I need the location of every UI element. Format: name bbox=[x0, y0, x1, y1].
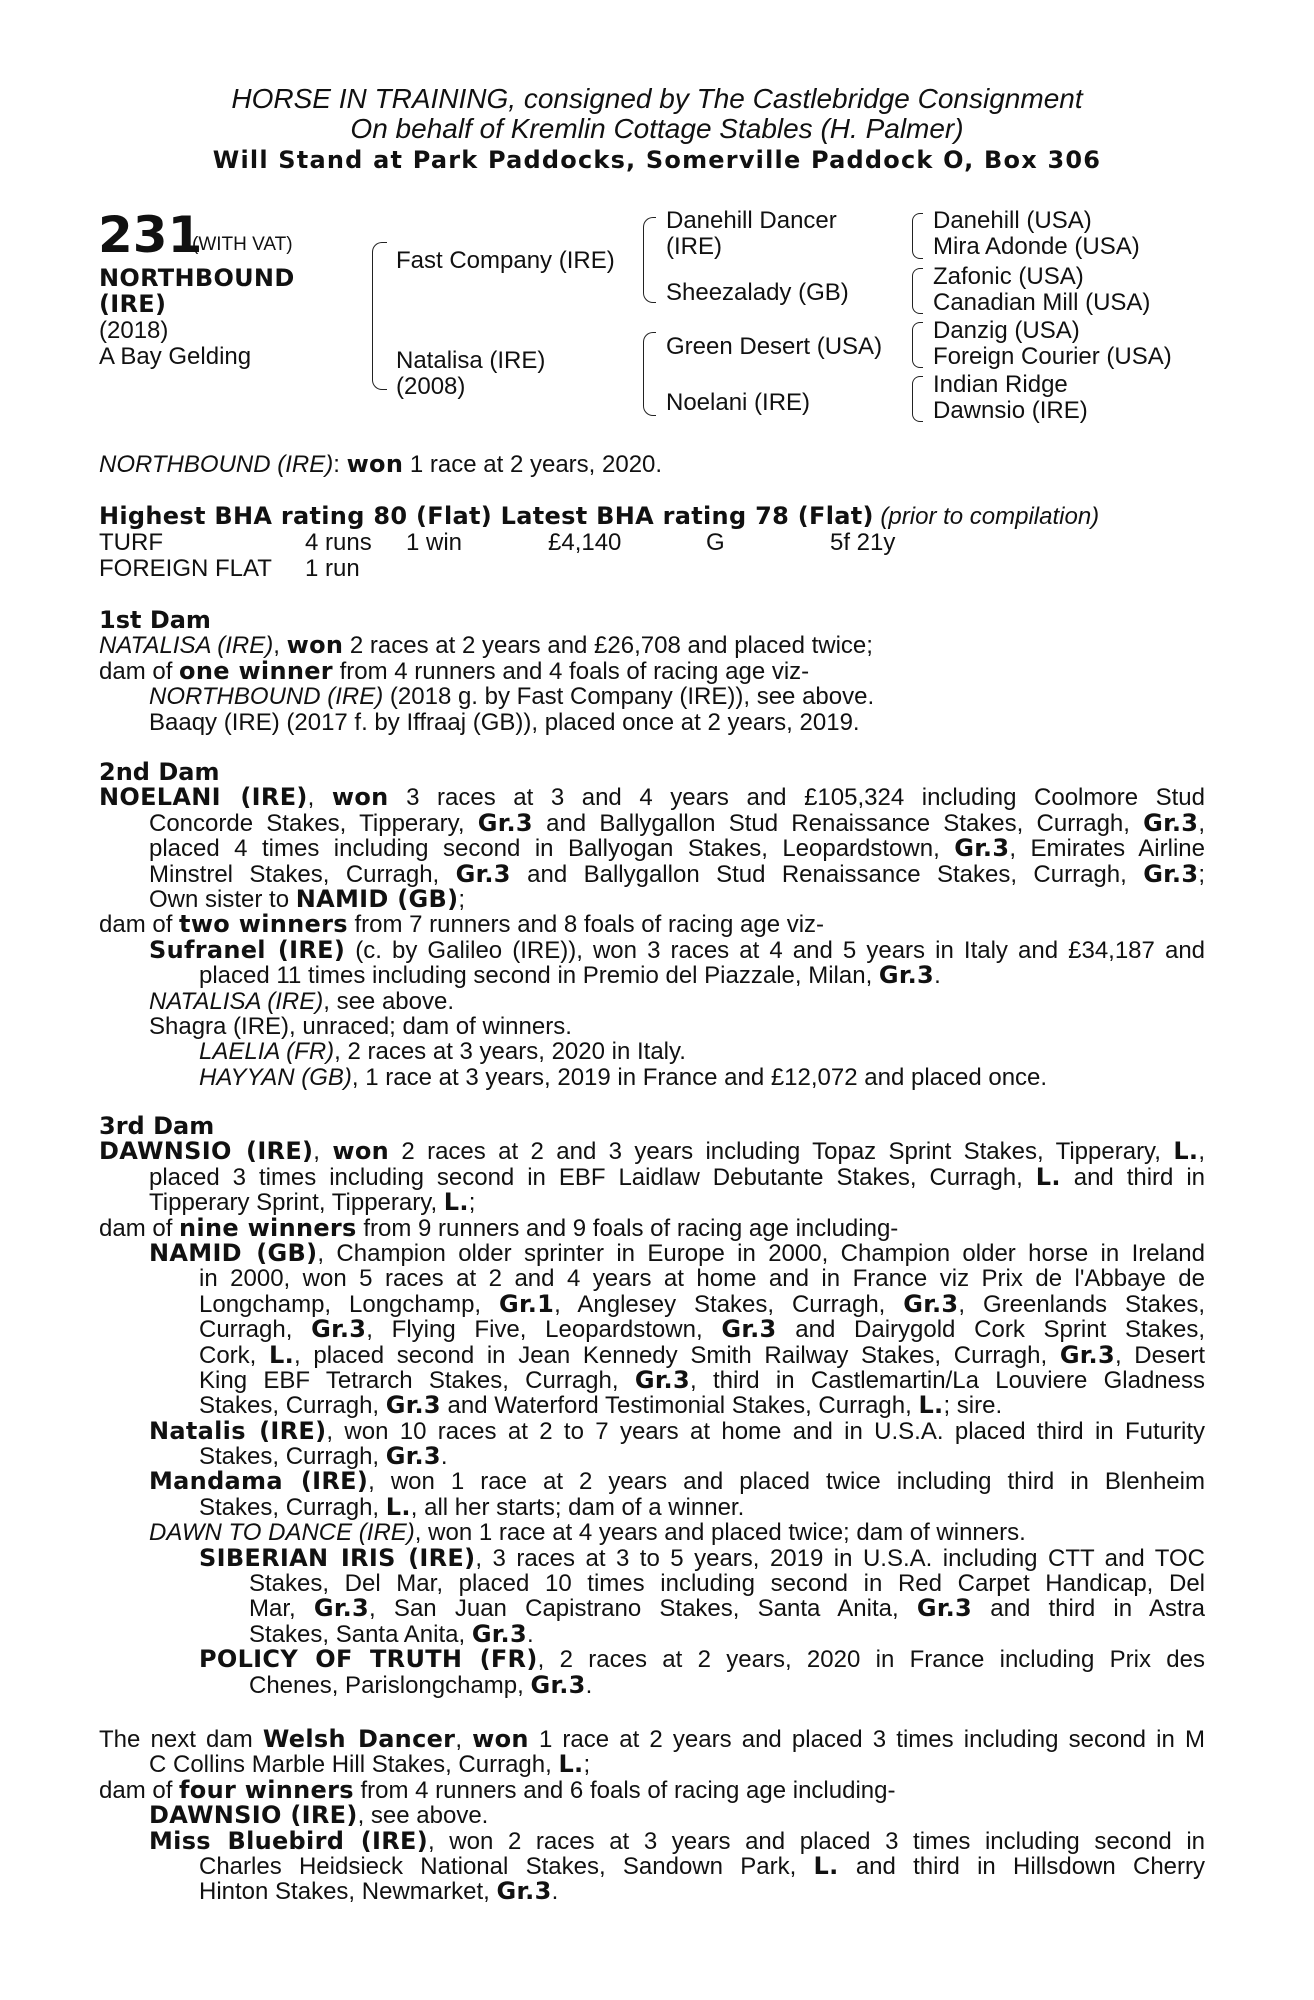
produce-item bbox=[99, 935, 1206, 964]
sires-dam: Sheezalady (GB) bbox=[666, 279, 849, 306]
produce-item: Shagra (IRE), unraced; dam of winners. bbox=[149, 1012, 572, 1040]
on-behalf-line: On behalf of Kremlin Cottage Stables (H. Palmer) bbox=[350, 113, 964, 144]
horse-description: A Bay Gelding bbox=[99, 343, 252, 370]
produce-item bbox=[99, 1416, 1206, 1445]
produce-record: , 2 races at 2 years, 2020 in France including Prix des bbox=[537, 1646, 1206, 1674]
dam-record: 3 races at 3 and 4 years and £105,324 including Coolmore Stud bbox=[406, 784, 1205, 812]
grade: Gr.3 bbox=[471, 1619, 527, 1648]
produce-line bbox=[99, 1213, 1205, 1242]
dam-line bbox=[99, 1139, 1205, 1164]
pedigree-bracket-ds bbox=[912, 322, 923, 368]
record-runs: 1 run bbox=[305, 555, 360, 582]
text: placed 4 times including second in Ballyogan Stakes, Leopardstown, bbox=[149, 835, 955, 863]
pedigree-bracket-sire bbox=[643, 217, 656, 303]
text: . bbox=[440, 1443, 448, 1471]
grade: L. bbox=[918, 1391, 944, 1420]
sep: , bbox=[455, 1726, 473, 1753]
summary-rest: 1 race at 2 years, 2020. bbox=[403, 451, 663, 478]
bha-ratings bbox=[99, 504, 1099, 529]
record-earnings: £4,140 bbox=[548, 529, 622, 556]
ped-ssd: Mira Adonde (USA) bbox=[933, 233, 1140, 260]
text: from 9 runners and 9 foals of racing age including- bbox=[356, 1214, 899, 1242]
dam-line bbox=[99, 1727, 1205, 1752]
grade: Gr.3 bbox=[455, 859, 511, 888]
summary-sep: : bbox=[333, 451, 347, 478]
produce-record: , 3 races at 3 to 5 years, 2019 in U.S.A. including CTT and TOC bbox=[475, 1544, 1205, 1572]
text: ; bbox=[1198, 860, 1205, 888]
produce-name: DAWNSIO (IRE) bbox=[149, 1801, 358, 1830]
sire: Fast Company (IRE) bbox=[396, 247, 615, 274]
produce-name: NORTHBOUND (IRE) bbox=[149, 683, 384, 711]
text: Mar, bbox=[249, 1595, 314, 1623]
pedigree-bracket-ss bbox=[912, 213, 923, 259]
text: and third in Hillsdown Cherry bbox=[855, 1852, 1206, 1880]
text: , Greenlands Stakes, bbox=[958, 1290, 1205, 1318]
produce-name: SIBERIAN IRIS (IRE) bbox=[199, 1543, 476, 1572]
text: Curragh, bbox=[199, 1316, 312, 1344]
text: ; bbox=[583, 1751, 591, 1779]
dam: Natalisa (IRE) bbox=[396, 347, 546, 374]
produce-name: Miss Bluebird (IRE) bbox=[149, 1826, 429, 1855]
text: and third in Astra bbox=[990, 1595, 1206, 1623]
produce-item-cont bbox=[99, 1317, 1205, 1342]
text: The next dam bbox=[99, 1726, 263, 1753]
text: placed 11 times including second in Premio del Piazzale, Milan, bbox=[199, 962, 879, 990]
sep: , bbox=[273, 632, 287, 660]
grand-produce-item bbox=[99, 1039, 1205, 1064]
produce-item-cont bbox=[99, 1851, 1206, 1880]
text: dam of bbox=[99, 1776, 180, 1804]
dam-line-cont bbox=[99, 836, 1205, 861]
produce-record: (c. by Galileo (IRE)), won 3 races at 4 and 5 years in Italy and £34,187 and bbox=[355, 936, 1206, 964]
text: and Ballygallon Stud Renaissance Stakes, Curragh, bbox=[527, 860, 1144, 888]
produce-item-cont: in 2000, won 5 races at 2 and 4 years at home and in France viz Prix de l'Abbaye de bbox=[199, 1265, 1205, 1293]
text: Hinton Stakes, Newmarket, bbox=[199, 1878, 497, 1906]
text: dam of bbox=[99, 1214, 180, 1242]
grade: L. bbox=[443, 1188, 469, 1217]
vat-note: (WITH VAT) bbox=[192, 234, 293, 255]
ped-dss: Danzig (USA) bbox=[933, 317, 1080, 344]
text: . bbox=[526, 1620, 534, 1648]
produce-name: NAMID (GB) bbox=[149, 1238, 318, 1267]
section-heading: 3rd Dam bbox=[99, 1112, 215, 1140]
ped-sss: Danehill (USA) bbox=[933, 207, 1092, 234]
grand-produce-item bbox=[99, 1647, 1205, 1672]
pedigree-bracket-sd bbox=[912, 268, 923, 314]
produce-item bbox=[99, 1238, 1205, 1267]
sibling-name: NAMID (GB) bbox=[295, 884, 459, 913]
produce-item bbox=[99, 684, 1205, 709]
grade: L. bbox=[385, 1492, 411, 1521]
race-summary bbox=[99, 452, 662, 477]
section-heading: 2nd Dam bbox=[99, 758, 220, 786]
record-wins: 1 win bbox=[406, 529, 463, 556]
first-dam-section bbox=[99, 608, 1205, 735]
produce-name: DAWN TO DANCE (IRE) bbox=[149, 1519, 415, 1547]
grand-produce-item-cont bbox=[99, 1596, 1205, 1621]
record-label: FOREIGN FLAT bbox=[99, 555, 272, 582]
sires-sire: Danehill Dancer bbox=[666, 207, 837, 234]
grade: Gr.3 bbox=[954, 834, 1010, 863]
produce-line bbox=[99, 912, 1205, 937]
produce-item-cont bbox=[99, 1340, 1205, 1369]
produce-line bbox=[99, 656, 1205, 685]
text: dam of bbox=[99, 657, 180, 685]
text: , placed second in Jean Kennedy Smith Railway Stakes, Curragh, bbox=[294, 1341, 1060, 1369]
produce-item bbox=[99, 1469, 1205, 1494]
produce-item bbox=[99, 1826, 1205, 1855]
text: Stakes, Curragh, bbox=[199, 1493, 386, 1521]
produce-record: , Champion older sprinter in Europe in 2000, Champion older horse in Ireland bbox=[317, 1239, 1205, 1267]
dam-record: 2 races at 2 and 3 years including Topaz Sprint Stakes, Tipperary, bbox=[401, 1138, 1174, 1166]
produce-item-cont bbox=[99, 1444, 1205, 1469]
text: Chenes, Parislongchamp, bbox=[249, 1671, 531, 1699]
grade: L. bbox=[269, 1340, 295, 1369]
text: Stakes, Curragh, bbox=[199, 1392, 386, 1420]
sep: , bbox=[307, 784, 332, 812]
produce-item-cont bbox=[99, 1365, 1205, 1394]
third-dam-section bbox=[99, 1114, 1205, 1698]
second-dam-section bbox=[99, 760, 1205, 1090]
consignor-line: HORSE IN TRAINING, consigned by The Castlebridge Consignment bbox=[231, 83, 1083, 114]
produce-item-cont bbox=[99, 1289, 1205, 1318]
text: from 4 runners and 6 foals of racing age including- bbox=[353, 1776, 896, 1804]
produce-name: Natalis (IRE) bbox=[149, 1416, 327, 1445]
text: , Emirates Airline bbox=[1009, 835, 1205, 863]
dam-line-cont bbox=[99, 884, 1205, 913]
won-label: won bbox=[332, 1137, 389, 1166]
text: ; bbox=[468, 1189, 476, 1217]
grand-produce-item bbox=[99, 1065, 1205, 1090]
text: from 7 runners and 8 foals of racing age viz- bbox=[347, 911, 825, 939]
winner-count: two winners bbox=[179, 910, 348, 939]
dam-line bbox=[99, 785, 1205, 810]
dam-name: NATALISA (IRE) bbox=[99, 632, 274, 660]
dams-sire: Green Desert (USA) bbox=[666, 333, 883, 360]
dam-record: 2 races at 2 years and £26,708 and placed twice; bbox=[343, 632, 873, 660]
winner-count: nine winners bbox=[179, 1213, 357, 1242]
record-going: G bbox=[706, 529, 725, 556]
dam-line-cont bbox=[99, 1752, 1205, 1777]
winner-count: one winner bbox=[179, 656, 333, 685]
pedigree-bracket-dd bbox=[912, 376, 923, 422]
dams-dam: Noelani (IRE) bbox=[666, 389, 811, 416]
bha-rating-note: (prior to compilation) bbox=[873, 503, 1100, 530]
text: , Desert bbox=[1114, 1341, 1205, 1369]
grade: L. bbox=[1173, 1137, 1199, 1166]
grade: Gr.1 bbox=[499, 1289, 555, 1318]
produce-record: , won 2 races at 3 years and placed 3 times including second in bbox=[428, 1827, 1205, 1855]
grade: Gr.3 bbox=[721, 1315, 777, 1344]
produce-record: , won 10 races at 2 to 7 years at home and in U.S.A. placed third in Futurity bbox=[326, 1417, 1206, 1445]
horse-origin: (IRE) bbox=[99, 290, 167, 318]
lot-number: 231 bbox=[98, 206, 203, 264]
text: and Dairygold Cork Sprint Stakes, bbox=[795, 1316, 1206, 1344]
produce-name: NATALISA (IRE) bbox=[149, 987, 324, 1015]
text: , Flying Five, Leopardstown, bbox=[366, 1316, 722, 1344]
pedigree-bracket-main bbox=[372, 242, 387, 390]
dam-name: Welsh Dancer bbox=[262, 1725, 456, 1753]
grand-produce-item bbox=[99, 1543, 1205, 1572]
grade: Gr.3 bbox=[1143, 859, 1199, 888]
grade: Gr.3 bbox=[385, 1442, 441, 1471]
text: ; bbox=[458, 885, 466, 913]
sires-sire-origin: (IRE) bbox=[666, 233, 722, 260]
grade: Gr.3 bbox=[530, 1670, 586, 1699]
text: Cork, bbox=[199, 1341, 270, 1369]
produce-item-cont bbox=[99, 1393, 1205, 1418]
dam-line-cont bbox=[99, 808, 1205, 837]
dam-name: DAWNSIO (IRE) bbox=[99, 1137, 314, 1166]
produce-item: Baaqy (IRE) (2017 f. by Iffraaj (GB)), placed once at 2 years, 2019. bbox=[149, 708, 860, 736]
text: . bbox=[934, 962, 941, 990]
grade: Gr.3 bbox=[1059, 1340, 1115, 1369]
produce-record: (2018 g. by Fast Company (IRE)), see above. bbox=[383, 683, 875, 711]
produce-item-cont bbox=[99, 963, 1205, 988]
grade: Gr.3 bbox=[878, 961, 935, 990]
ped-dsd: Foreign Courier (USA) bbox=[933, 343, 1172, 370]
produce-name: LAELIA (FR) bbox=[199, 1038, 335, 1066]
won-label: won bbox=[331, 783, 389, 812]
text: and Waterford Testimonial Stakes, Curragh, bbox=[440, 1392, 919, 1420]
stand-location-line: Will Stand at Park Paddocks, Somerville Paddock O, Box 306 bbox=[212, 146, 1102, 174]
pedigree-bracket-dam bbox=[643, 332, 656, 416]
sep: , bbox=[313, 1138, 333, 1166]
section-heading: 1st Dam bbox=[99, 606, 211, 634]
text: ; sire. bbox=[943, 1392, 1003, 1420]
grand-produce-item-cont: Stakes, Del Mar, placed 10 times including second in Red Carpet Handicap, Del bbox=[249, 1570, 1205, 1598]
produce-item-cont bbox=[99, 1492, 1205, 1521]
text: King EBF Tetrarch Stakes, Curragh, bbox=[199, 1366, 635, 1394]
text: , third in Castlemartin/La Louviere Gladness bbox=[689, 1366, 1205, 1394]
text: C Collins Marble Hill Stakes, Curragh, bbox=[149, 1751, 559, 1779]
record-label: TURF bbox=[99, 529, 163, 556]
dam-name: NOELANI (IRE) bbox=[99, 783, 308, 812]
winner-count: four winners bbox=[179, 1775, 354, 1804]
produce-name: HAYYAN (GB) bbox=[199, 1063, 352, 1091]
produce-name: Sufranel (IRE) bbox=[149, 935, 346, 964]
grade: L. bbox=[558, 1750, 584, 1779]
grade: Gr.3 bbox=[496, 1877, 552, 1906]
grade: Gr.3 bbox=[477, 808, 533, 837]
dam-year: (2008) bbox=[396, 373, 466, 400]
text: and Ballygallon Stud Renaissance Stakes, Curragh, bbox=[546, 809, 1144, 837]
produce-record: , see above. bbox=[357, 1802, 489, 1830]
grade: Gr.3 bbox=[311, 1315, 367, 1344]
ped-dds: Indian Ridge bbox=[933, 371, 1068, 398]
produce-record: , won 1 race at 4 years and placed twice; dam of winners. bbox=[414, 1519, 1026, 1547]
text: . bbox=[585, 1671, 593, 1699]
text: dam of bbox=[99, 911, 180, 939]
grand-produce-item-cont bbox=[99, 1619, 1205, 1648]
text: placed 3 times including second in EBF Laidlaw Debutante Stakes, Curragh, bbox=[149, 1163, 1036, 1191]
summary-horse-name: NORTHBOUND (IRE) bbox=[99, 451, 334, 478]
produce-line bbox=[99, 1775, 1205, 1804]
text: , bbox=[1198, 809, 1205, 837]
grade: L. bbox=[1035, 1162, 1061, 1191]
text: Tipperary Sprint, Tipperary, bbox=[149, 1189, 444, 1217]
produce-item bbox=[99, 989, 1205, 1014]
grade: Gr.3 bbox=[916, 1594, 973, 1623]
dam-line-cont bbox=[99, 859, 1205, 888]
foaling-year: (2018) bbox=[99, 317, 169, 344]
grade: Gr.3 bbox=[1143, 808, 1199, 837]
dam-line bbox=[99, 633, 1205, 658]
grade: Gr.3 bbox=[903, 1289, 959, 1318]
produce-item bbox=[99, 1803, 1205, 1828]
won-label: won bbox=[286, 631, 344, 660]
text: Charles Heidsieck National Stakes, Sandown Park, bbox=[199, 1852, 814, 1880]
dam-line-cont bbox=[99, 1162, 1206, 1191]
text: , San Juan Capistrano Stakes, Santa Anita, bbox=[369, 1595, 917, 1623]
bha-rating-text: Highest BHA rating 80 (Flat) Latest BHA rating 78 (Flat) bbox=[99, 502, 874, 530]
text: , bbox=[1198, 1138, 1205, 1166]
produce-item-cont bbox=[99, 1879, 1205, 1904]
next-dam-section bbox=[99, 1727, 1205, 1905]
grade: Gr.3 bbox=[313, 1594, 370, 1623]
produce-record: , 1 race at 3 years, 2019 in France and £12,072 and placed once. bbox=[351, 1063, 1048, 1091]
grand-produce-item-cont bbox=[99, 1670, 1205, 1699]
horse-name: NORTHBOUND bbox=[99, 264, 295, 292]
text: Longchamp, Longchamp, bbox=[199, 1290, 499, 1318]
grade: Gr.3 bbox=[385, 1391, 441, 1420]
text: . bbox=[551, 1878, 559, 1906]
text: and third in bbox=[1073, 1163, 1206, 1191]
produce-record: , 2 races at 3 years, 2020 in Italy. bbox=[334, 1038, 686, 1066]
grade: Gr.3 bbox=[634, 1365, 690, 1394]
produce-name: POLICY OF TRUTH (FR) bbox=[199, 1645, 538, 1674]
dam-line-cont bbox=[99, 1190, 1205, 1215]
produce-record: , won 1 race at 2 years and placed twice including third in Blenheim bbox=[368, 1468, 1205, 1496]
text: , Anglesey Stakes, Curragh, bbox=[554, 1290, 904, 1318]
produce-record: , see above. bbox=[323, 987, 455, 1015]
text: , all her starts; dam of a winner. bbox=[410, 1493, 745, 1521]
ped-sds: Zafonic (USA) bbox=[933, 263, 1084, 290]
text: Own sister to bbox=[149, 885, 296, 913]
produce-item bbox=[99, 1520, 1205, 1545]
summary-won: won bbox=[346, 450, 404, 478]
text: Concorde Stakes, Tipperary, bbox=[149, 809, 478, 837]
ped-sdd: Canadian Mill (USA) bbox=[933, 289, 1151, 316]
dam-record: 1 race at 2 years and placed 3 times including second in M bbox=[538, 1726, 1205, 1753]
ped-ddd: Dawnsio (IRE) bbox=[933, 397, 1088, 424]
text: Stakes, Curragh, bbox=[199, 1443, 386, 1471]
text: Minstrel Stakes, Curragh, bbox=[149, 860, 456, 888]
won-label: won bbox=[472, 1725, 529, 1753]
produce-name: Mandama (IRE) bbox=[149, 1467, 369, 1496]
record-runs: 4 runs bbox=[305, 529, 372, 556]
text: Stakes, Santa Anita, bbox=[249, 1620, 472, 1648]
record-distance: 5f 21y bbox=[830, 529, 896, 556]
grade: L. bbox=[813, 1851, 839, 1880]
text: from 4 runners and 4 foals of racing age viz- bbox=[332, 657, 810, 685]
